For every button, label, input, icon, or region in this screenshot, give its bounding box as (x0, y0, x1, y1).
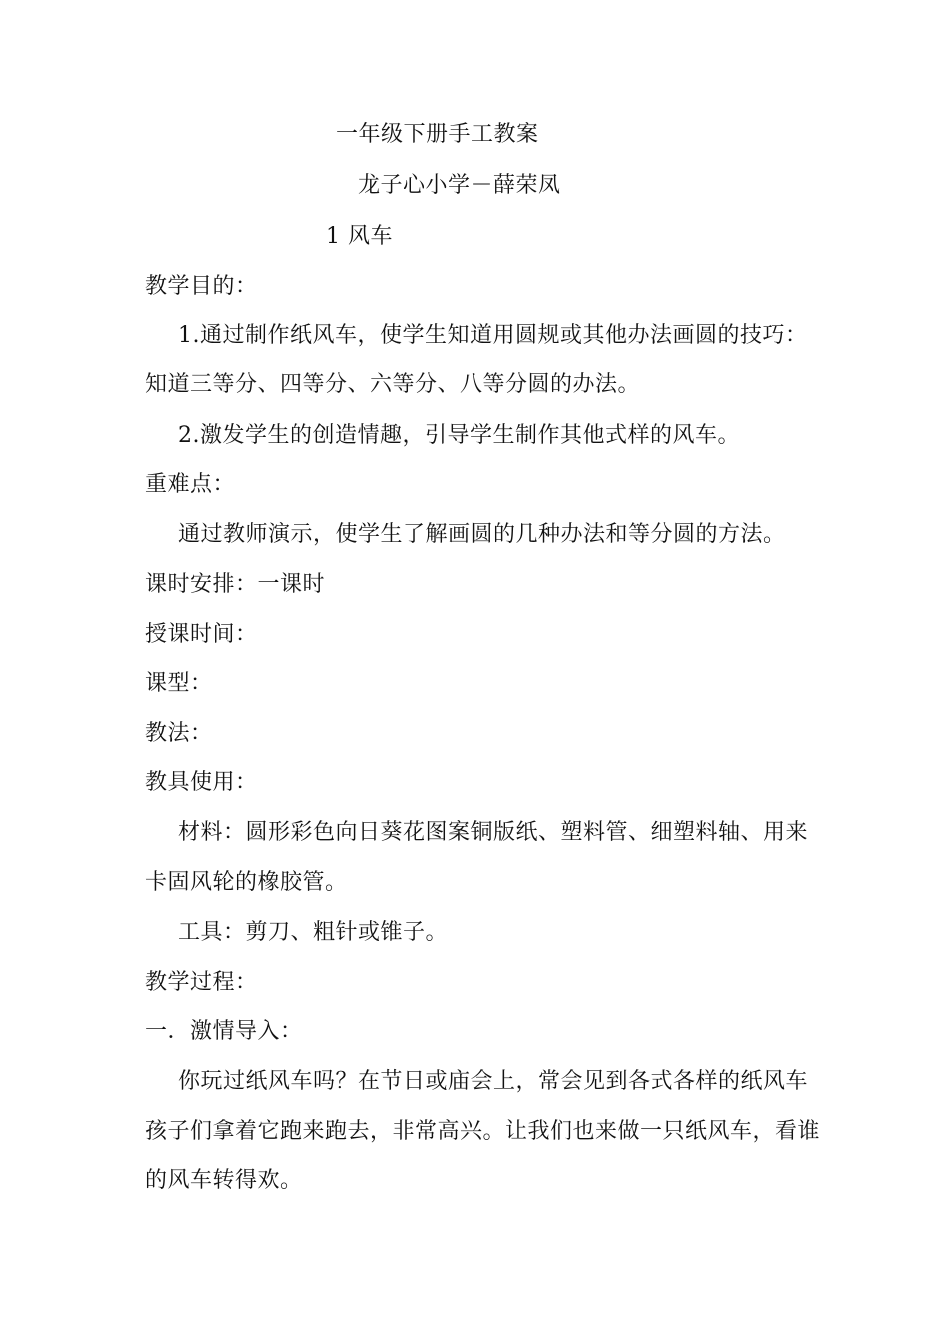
text-line: 孩子们拿着它跑来跑去，非常高兴。让我们也来做一只纸风车，看谁 (145, 1119, 821, 1144)
section-heading-key-points: 重难点： (145, 472, 236, 497)
text-line: 通过教师演示，使学生了解画圆的几种办法和等分圆的方法。 (178, 522, 786, 547)
teaching-time-line: 授课时间： (145, 622, 258, 647)
text-line: 的风车转得欢。 (145, 1168, 303, 1193)
section-heading-objectives: 教学目的： (145, 274, 258, 299)
section-heading-tools: 教具使用： (145, 770, 258, 795)
document-title: 一年级下册手工教案 (336, 122, 539, 147)
text-line: 你玩过纸风车吗？在节日或庙会上，常会见到各式各样的纸风车 (178, 1069, 809, 1094)
lesson-type-line: 课型： (145, 671, 213, 696)
class-hours-line: 课时安排：一课时 (145, 572, 326, 597)
subsection-heading: 一．激情导入： (145, 1019, 303, 1044)
teaching-method-line: 教法： (145, 721, 213, 746)
text-line: 知道三等分、四等分、六等分、八等分圆的办法。 (145, 372, 641, 397)
section-heading-process: 教学过程： (145, 970, 258, 995)
author-line: 龙子心小学－薛荣凤 (358, 173, 561, 198)
text-line: 材料：圆形彩色向日葵花图案铜版纸、塑料管、细塑料轴、用来 (178, 820, 809, 845)
lesson-title: 1 风车 (326, 224, 393, 249)
text-line: 卡固风轮的橡胶管。 (145, 870, 348, 895)
text-line: 工具：剪刀、粗针或锥子。 (178, 920, 449, 945)
text-line: 2.激发学生的创造情趣，引导学生制作其他式样的风车。 (178, 423, 740, 448)
text-line: 1.通过制作纸风车，使学生知道用圆规或其他办法画圆的技巧： (178, 323, 808, 348)
